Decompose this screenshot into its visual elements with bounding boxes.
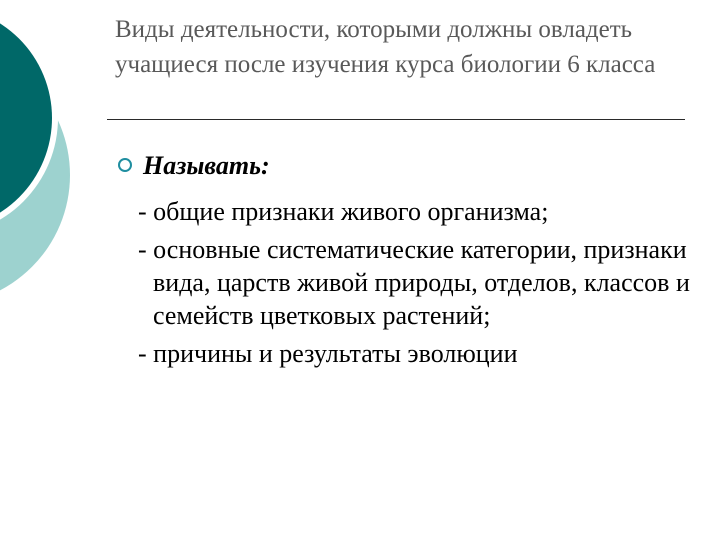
bullet-sublist [138,195,698,375]
list-item: - общие признаки живого организма; [138,197,549,226]
decorative-circles [0,0,110,300]
circle-bullet-icon [118,158,132,172]
title-divider [107,119,685,120]
bullet-heading: Называть: [143,151,270,180]
list-item: - основные систематические категории, признаки вида, царств живой природы, отделов, классов и семейств цветковых растений; [138,235,690,330]
slide-title: Виды деятельности, которыми должны овладеть учащиеся после изучения курса биологии 6 класса [115,16,656,78]
list-item: - причины и результаты эволюции [138,339,518,368]
